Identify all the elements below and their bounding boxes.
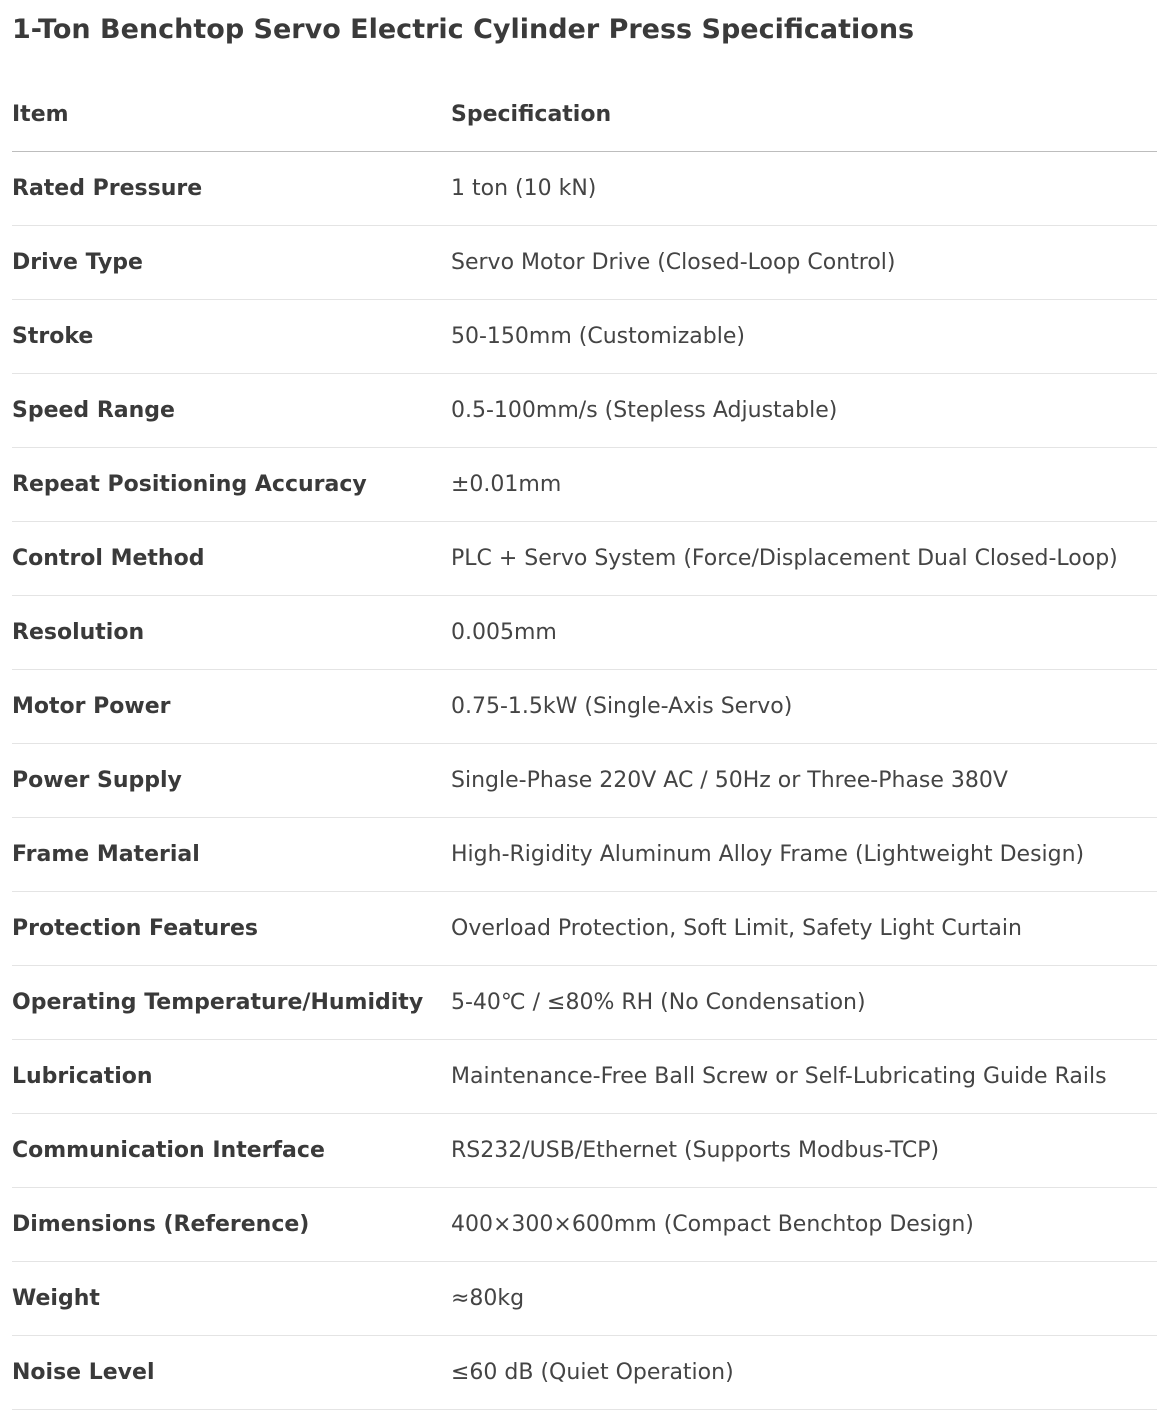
row-item: Speed Range — [12, 374, 451, 448]
row-specification: Maintenance-Free Ball Screw or Self-Lubricating Guide Rails — [451, 1040, 1157, 1114]
table-row — [12, 522, 1157, 596]
row-item: Communication Interface — [12, 1114, 451, 1188]
row-specification: 0.005mm — [451, 596, 1157, 670]
row-item: Control Method — [12, 522, 451, 596]
row-item: Power Supply — [12, 744, 451, 818]
table-row — [12, 966, 1157, 1040]
spec-table-header — [12, 78, 1157, 152]
row-item: Resolution — [12, 596, 451, 670]
row-specification: High-Rigidity Aluminum Alloy Frame (Lightweight Design) — [451, 818, 1157, 892]
table-row — [12, 892, 1157, 966]
table-row — [12, 152, 1157, 226]
row-item: Noise Level — [12, 1336, 451, 1410]
row-item: Protection Features — [12, 892, 451, 966]
header-item: Item — [12, 78, 451, 152]
row-specification: 50-150mm (Customizable) — [451, 300, 1157, 374]
table-row — [12, 1262, 1157, 1336]
row-specification: Single-Phase 220V AC / 50Hz or Three-Phase 380V — [451, 744, 1157, 818]
row-item: Dimensions (Reference) — [12, 1188, 451, 1262]
table-row — [12, 1114, 1157, 1188]
row-specification: Overload Protection, Soft Limit, Safety Light Curtain — [451, 892, 1157, 966]
table-row — [12, 374, 1157, 448]
header-row — [12, 78, 1157, 152]
row-item: Lubrication — [12, 1040, 451, 1114]
header-specification: Specification — [451, 78, 1157, 152]
table-row — [12, 226, 1157, 300]
table-row — [12, 300, 1157, 374]
row-specification: Servo Motor Drive (Closed-Loop Control) — [451, 226, 1157, 300]
row-specification: ≈80kg — [451, 1262, 1157, 1336]
spec-table-body — [12, 152, 1157, 1410]
row-specification: RS232/USB/Ethernet (Supports Modbus-TCP) — [451, 1114, 1157, 1188]
row-specification: ≤60 dB (Quiet Operation) — [451, 1336, 1157, 1410]
row-specification: PLC + Servo System (Force/Displacement Dual Closed-Loop) — [451, 522, 1157, 596]
table-row — [12, 596, 1157, 670]
row-specification: 0.5-100mm/s (Stepless Adjustable) — [451, 374, 1157, 448]
page-title: 1-Ton Benchtop Servo Electric Cylinder Press Specifications — [12, 14, 915, 45]
row-specification: 400×300×600mm (Compact Benchtop Design) — [451, 1188, 1157, 1262]
spec-table — [12, 78, 1157, 1410]
row-specification: ±0.01mm — [451, 448, 1157, 522]
row-specification: 1 ton (10 kN) — [451, 152, 1157, 226]
table-row — [12, 1188, 1157, 1262]
table-row — [12, 1040, 1157, 1114]
row-item: Drive Type — [12, 226, 451, 300]
row-item: Stroke — [12, 300, 451, 374]
row-item: Motor Power — [12, 670, 451, 744]
row-specification: 5-40℃ / ≤80% RH (No Condensation) — [451, 966, 1157, 1040]
row-specification: 0.75-1.5kW (Single-Axis Servo) — [451, 670, 1157, 744]
row-item: Frame Material — [12, 818, 451, 892]
table-row — [12, 1336, 1157, 1410]
row-item: Weight — [12, 1262, 451, 1336]
table-row — [12, 744, 1157, 818]
row-item: Operating Temperature/Humidity — [12, 966, 451, 1040]
row-item: Repeat Positioning Accuracy — [12, 448, 451, 522]
table-row — [12, 448, 1157, 522]
table-row — [12, 670, 1157, 744]
row-item: Rated Pressure — [12, 152, 451, 226]
table-row — [12, 818, 1157, 892]
